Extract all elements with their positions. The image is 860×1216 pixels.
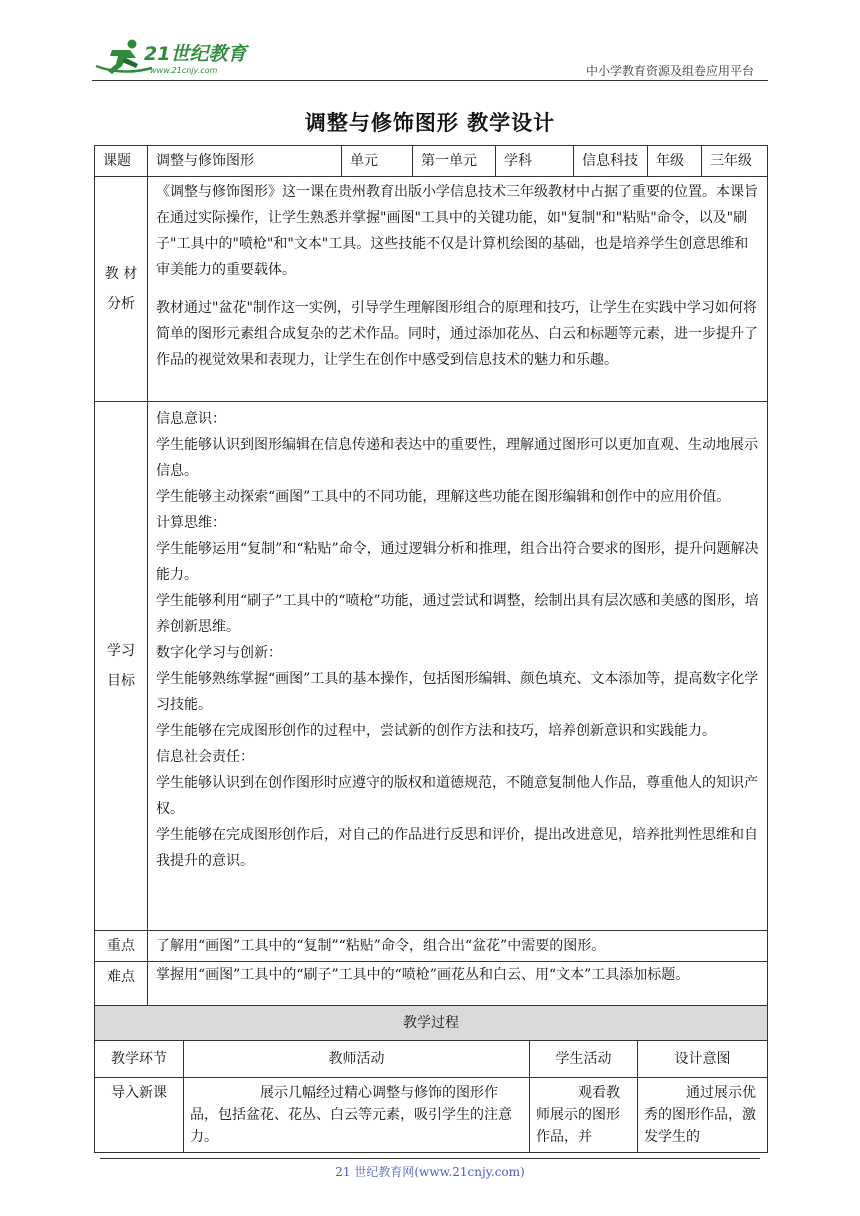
document-title: 调整与修饰图形 教学设计 bbox=[304, 111, 556, 135]
key-point-label: 重点 bbox=[95, 931, 148, 962]
grade-label: 年级 bbox=[648, 146, 702, 177]
goal-line: 数字化学习与创新： bbox=[156, 645, 282, 661]
goal-line: 信息社会责任： bbox=[156, 749, 254, 765]
subject-label: 学科 bbox=[496, 146, 574, 177]
key-point-text: 了解用“画图”工具中的“复制”“粘贴”命令，组合出“盆花”中需要的图形。 bbox=[148, 931, 768, 962]
difficulty-text: 掌握用“画图”工具中的“刷子”工具中的“喷枪”画花丛和白云、用“文本”工具添加标题。 bbox=[148, 962, 768, 1017]
course-value: 调整与修饰图形 bbox=[148, 146, 342, 177]
column-header: 设计意图 bbox=[638, 1041, 768, 1078]
goal-line: 信息意识： bbox=[156, 411, 226, 427]
analysis-paragraph-2: 教材通过"盆花"制作这一实例，引导学生理解图形组合的原理和技巧，让学生在实践中学习如何将简单的图形元素组合成复杂的艺术作品。同时，通过添加花丛、白云和标题等元素，进一步提升了作品的视觉效果和表现力，让学生在创作中感受到信息技术的魅力和乐趣。 bbox=[156, 300, 758, 368]
subject-value: 信息科技 bbox=[574, 146, 648, 177]
teaching-process-table bbox=[94, 1005, 768, 1153]
site-logo bbox=[92, 36, 262, 78]
goal-line: 学生能够认识到图形编辑在信息传递和表达中的重要性，理解通过图形可以更加直观、生动地展示信息。 bbox=[156, 437, 758, 479]
goal-line: 学生能够主动探索“画图”工具中的不同功能，理解这些功能在图形编辑和创作中的应用价值。 bbox=[156, 489, 731, 505]
goal-line: 学生能够认识到在创作图形时应遵守的版权和道德规范，不随意复制他人作品，尊重他人的知识产权。 bbox=[156, 775, 758, 817]
column-header: 教师活动 bbox=[184, 1041, 530, 1078]
analysis-paragraph-1: 《调整与修饰图形》这一课在贵州教育出版小学信息技术三年级教材中占据了重要的位置。本课旨在通过实际操作，让学生熟悉并掌握"画图"工具中的关键功能，如"复制"和"粘贴"命令，以及"刷子"工具中的"喷枪"和"文本"工具。这些技能不仅是计算机绘图的基础，也是培养学生创意思维和审美能力的重要载体。 bbox=[156, 184, 758, 278]
analysis-label bbox=[95, 177, 148, 402]
course-label: 课题 bbox=[95, 146, 148, 177]
analysis-label-line2: 分析 bbox=[107, 296, 135, 312]
goal-line: 学生能够运用“复制”和“粘贴”命令，通过逻辑分析和推理，组合出符合要求的图形，提升问题解决能力。 bbox=[156, 541, 759, 583]
goals-content bbox=[148, 402, 768, 931]
goal-line: 学生能够利用“刷子”工具中的“喷枪”功能，通过尝试和调整，绘制出具有层次感和美感的图形，培养创新思维。 bbox=[156, 593, 759, 635]
process-columns-row bbox=[95, 1041, 768, 1078]
goals-row bbox=[95, 402, 768, 931]
design-intent-cell: 通过展示优秀的图形作品，激发学生的 bbox=[638, 1078, 768, 1153]
goal-line: 计算思维： bbox=[156, 515, 226, 531]
course-row bbox=[95, 146, 768, 177]
goals-label-line1: 学习 bbox=[107, 643, 135, 659]
difficulty-label: 难点 bbox=[95, 962, 148, 1017]
footer-divider bbox=[100, 1158, 760, 1159]
analysis-label-line1: 教 材 bbox=[104, 266, 138, 282]
stage-cell: 导入新课 bbox=[95, 1078, 184, 1153]
goals-label-line2: 目标 bbox=[107, 673, 135, 689]
column-header: 教学环节 bbox=[95, 1041, 184, 1078]
platform-name: 中小学教育资源及组卷应用平台 bbox=[585, 64, 754, 78]
goal-line: 学生能够熟练掌握“画图”工具的基本操作，包括图形编辑、颜色填充、文本添加等，提高数字化学习技能。 bbox=[156, 671, 759, 713]
student-activity-cell: 观看教师展示的图形作品，并 bbox=[530, 1078, 638, 1153]
analysis-content bbox=[148, 177, 768, 402]
unit-label: 单元 bbox=[342, 146, 413, 177]
unit-value: 第一单元 bbox=[413, 146, 496, 177]
lesson-info-table bbox=[94, 145, 768, 1017]
column-header: 学生活动 bbox=[530, 1041, 638, 1078]
process-heading-row bbox=[95, 1006, 768, 1041]
logo-url: www.21cnjy.com bbox=[150, 66, 218, 75]
key-point-row bbox=[95, 931, 768, 962]
teacher-activity-cell: 展示几幅经过精心调整与修饰的图形作品，包括盆花、花丛、白云等元素，吸引学生的注意力。 bbox=[184, 1078, 530, 1153]
goal-line: 学生能够在完成图形创作的过程中，尝试新的创作方法和技巧，培养创新意识和实践能力。 bbox=[156, 723, 716, 739]
grade-value: 三年级 bbox=[702, 146, 768, 177]
logo-text: 21世纪教育 bbox=[144, 43, 247, 65]
analysis-row bbox=[95, 177, 768, 402]
footer-text: 21 世纪教育网(www.21cnjy.com) bbox=[335, 1165, 525, 1179]
goals-label bbox=[95, 402, 148, 931]
goal-line: 学生能够在完成图形创作后，对自己的作品进行反思和评价，提出改进意见，培养批判性思维和自我提升的意识。 bbox=[156, 827, 758, 869]
header-divider bbox=[92, 80, 768, 81]
process-row bbox=[95, 1078, 768, 1153]
process-heading: 教学过程 bbox=[95, 1006, 768, 1041]
